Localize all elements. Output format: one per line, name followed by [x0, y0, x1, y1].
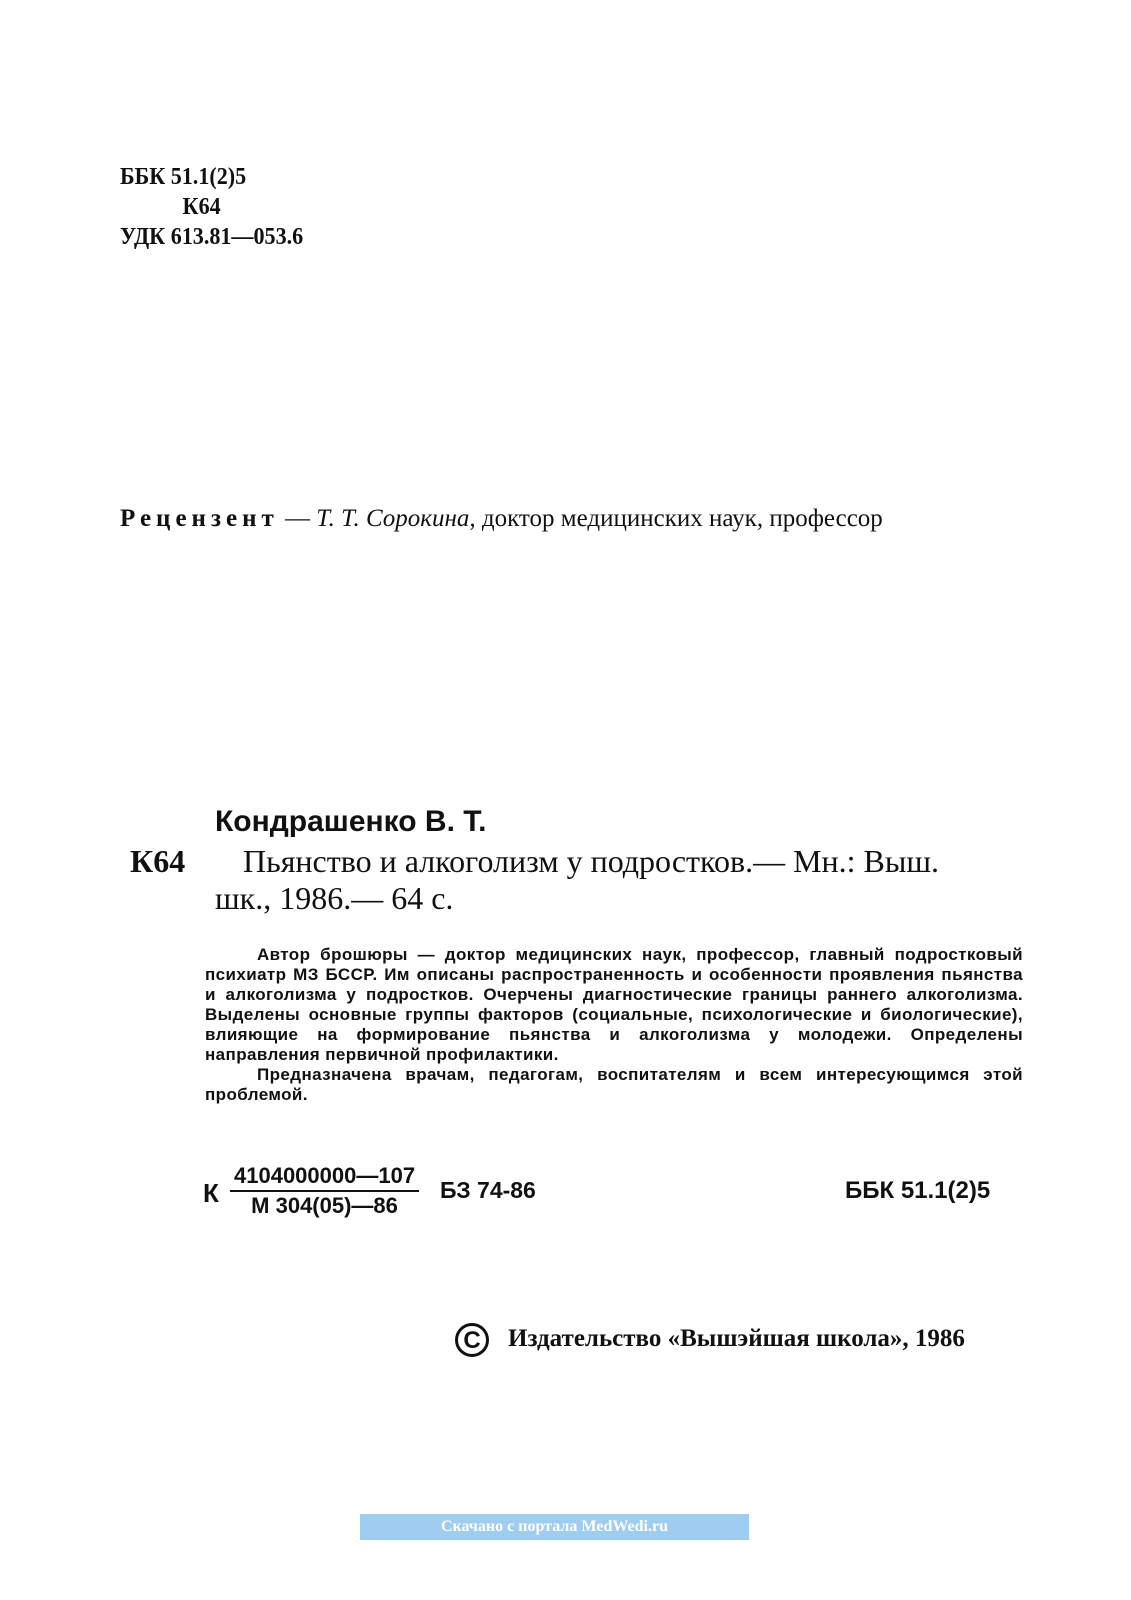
udk-code: УДК 613.81—053.6	[120, 224, 304, 250]
reviewer-label: Рецензент	[120, 505, 279, 532]
index-fraction	[230, 1163, 419, 1219]
entry-code: К64	[130, 843, 186, 879]
catalog-block	[120, 162, 303, 252]
copyright-icon: C	[455, 1323, 489, 1357]
index-prefix: К	[203, 1178, 219, 1208]
index-numerator: 4104000000—107	[230, 1163, 419, 1192]
bbk-code: ББК 51.1(2)5	[120, 164, 247, 190]
annotation-paragraph: Предназначена врачам, педагогам, воспитателям и всем интересующимся этой проблемой.	[205, 1065, 1023, 1104]
reviewer-name: Т. Т. Сорокина,	[316, 505, 476, 532]
annotation-paragraph: Автор брошюры — доктор медицинских наук, профессор, главный подростковый психиатр МЗ БССР. Им описаны распространенность и особенности проявления пьянства и алкоголизма у подростков. Очерчены диагностические границы раннего алкоголизма. Выделены основные группы факторов (социальные, психологические и биологические), влияющие на формирование пьянства и алкоголизма у молодежи. Определены направления первичной профилактики.	[205, 945, 1023, 1064]
book-title-line2: шк., 1986.— 64 с.	[215, 880, 454, 916]
book-title-line1: Пьянство и алкоголизм у подростков.— Мн.: Выш.	[243, 843, 940, 879]
copyright-text: Издательство «Вышэйшая школа», 1986	[508, 1325, 965, 1352]
reviewer-line	[120, 505, 1035, 533]
reviewer-dash: —	[278, 505, 317, 532]
book-author: Кондрашенко В. Т.	[215, 805, 487, 838]
index-denominator: М 304(05)—86	[251, 1193, 398, 1218]
index-bbk: ББК 51.1(2)5	[845, 1177, 991, 1204]
watermark-banner: Скачано с портала MedWedi.ru	[360, 1514, 749, 1540]
reviewer-credentials: доктор медицинских наук, профессор	[475, 505, 883, 532]
annotation	[205, 945, 1023, 1105]
author-mark: К64	[182, 194, 221, 220]
index-suffix: БЗ 74-86	[440, 1177, 536, 1203]
